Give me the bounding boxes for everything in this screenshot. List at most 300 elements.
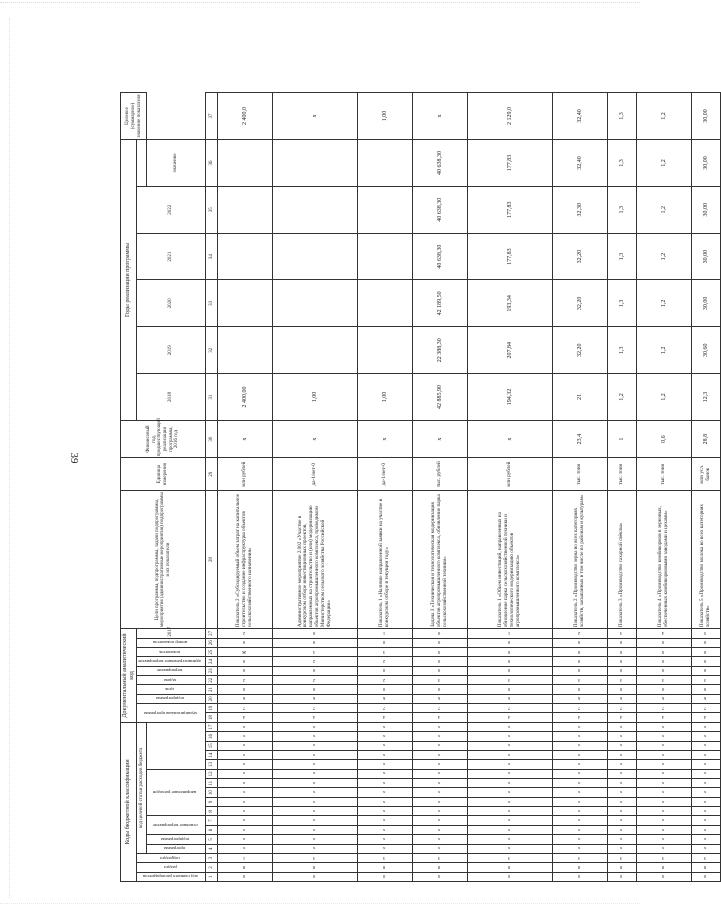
year-value-cell	[358, 233, 413, 280]
code-cell: 6	[692, 694, 721, 703]
code-cell: х	[468, 779, 553, 788]
table-row	[468, 93, 553, 882]
column-number: 11	[206, 779, 218, 788]
year-value-cell: 32,20	[553, 233, 608, 280]
code-cell: 0	[273, 666, 358, 675]
code-cell: 2	[358, 676, 413, 685]
code-cell: х	[218, 760, 273, 769]
code-cell: 8	[468, 863, 553, 872]
fin-year-cell: х	[273, 420, 358, 457]
column-number: 31	[206, 374, 218, 421]
header-nomer: номер показателя	[137, 638, 206, 647]
year-value-cell: 22 388,30	[413, 327, 468, 374]
header-razdel: раздел	[137, 863, 206, 872]
code-cell: 0	[608, 872, 637, 881]
year-value-cell: 1,3	[608, 186, 637, 233]
code-cell: х	[468, 722, 553, 731]
year-value-cell: 40 638,30	[413, 233, 468, 280]
unit-cell: тыс. тонн	[637, 458, 692, 491]
code-cell: 0	[413, 666, 468, 675]
code-cell: х	[468, 844, 553, 853]
code-cell: 7	[413, 704, 468, 713]
year-value-cell: 194,32	[468, 374, 553, 421]
code-cell: х	[413, 788, 468, 797]
code-cell: 0	[553, 638, 608, 647]
code-cell: 2	[553, 629, 608, 638]
code-cell: х	[218, 807, 273, 816]
year-value-cell: 30,00	[692, 280, 721, 327]
year-value-cell: 207,84	[468, 327, 553, 374]
table-row	[358, 93, 413, 882]
unit-cell: млн рублей	[218, 458, 273, 491]
scan-artifact-bottom	[0, 897, 640, 904]
code-cell: 0	[692, 666, 721, 675]
header-mun-podprogram: подпрограмма	[137, 694, 206, 703]
year-value-cell: 1,2	[637, 327, 692, 374]
code-cell: 8	[692, 863, 721, 872]
year-value-cell: 30,00	[692, 186, 721, 233]
code-cell: х	[692, 732, 721, 741]
column-number: 5	[206, 835, 218, 844]
code-cell: Ж	[218, 647, 273, 656]
unit-cell: млн усл. банок	[692, 458, 721, 491]
code-cell: 3	[637, 676, 692, 685]
code-cell: х	[218, 788, 273, 797]
code-cell: х	[358, 760, 413, 769]
header-target-article: код целевой статьи расходов бюджета	[137, 722, 147, 853]
code-cell: 8	[218, 863, 273, 872]
code-cell: х	[608, 807, 637, 816]
header-year-2019: 2019	[137, 327, 206, 374]
code-cell: 6	[637, 694, 692, 703]
column-number: 22	[206, 676, 218, 685]
year-value-cell: 2 400,00	[218, 374, 273, 421]
code-cell: х	[553, 741, 608, 750]
column-number: 2	[206, 863, 218, 872]
code-cell: х	[692, 750, 721, 759]
code-cell: 0	[358, 638, 413, 647]
code-cell: х	[218, 769, 273, 778]
code-cell: 1	[468, 629, 553, 638]
target-value-cell: 30,00	[692, 93, 721, 140]
code-cell: 7	[692, 704, 721, 713]
column-number: 24	[206, 657, 218, 666]
header-podprogram: подпрограмма	[147, 835, 206, 844]
code-cell: х	[692, 722, 721, 731]
code-cell: 0	[218, 666, 273, 675]
code-cell: х	[413, 816, 468, 825]
scan-margin-mark	[9, 18, 11, 898]
code-cell: 6	[553, 694, 608, 703]
header-mun-program: муниципальная программа	[137, 704, 206, 723]
code-cell: 2	[273, 657, 358, 666]
code-cell: х	[273, 741, 358, 750]
code-cell: х	[413, 825, 468, 834]
year-value-cell: 1,3	[608, 233, 637, 280]
code-cell: 0	[218, 872, 273, 881]
code-cell: х	[218, 750, 273, 759]
table-row	[637, 93, 692, 882]
code-cell: 2	[218, 629, 273, 638]
code-cell: х	[413, 844, 468, 853]
code-cell: 0	[413, 647, 468, 656]
code-cell: 0	[218, 685, 273, 694]
code-cell: 4	[637, 629, 692, 638]
code-cell: х	[273, 807, 358, 816]
code-cell: х	[358, 750, 413, 759]
year-value-cell	[273, 233, 358, 280]
code-cell: 0	[608, 647, 637, 656]
column-number: 9	[206, 797, 218, 806]
header-target: Целевое (суммарное) значение показателя	[121, 93, 147, 140]
code-cell: х	[358, 779, 413, 788]
code-cell: х	[692, 816, 721, 825]
column-number: 27	[206, 629, 218, 638]
code-cell: х	[637, 760, 692, 769]
year-value-cell: 1,00	[273, 374, 358, 421]
column-number: 7	[206, 816, 218, 825]
column-number: 26	[206, 638, 218, 647]
code-cell: х	[553, 779, 608, 788]
year-value-cell: 1,2	[637, 280, 692, 327]
header-cel: цель	[137, 685, 206, 694]
code-cell: 8	[553, 863, 608, 872]
code-cell: 0	[553, 872, 608, 881]
code-cell: х	[553, 807, 608, 816]
code-cell: х	[553, 750, 608, 759]
year-value-cell	[218, 186, 273, 233]
year-value-cell: 32,20	[553, 280, 608, 327]
code-cell: х	[273, 779, 358, 788]
code-cell: 5	[692, 629, 721, 638]
code-cell: х	[468, 769, 553, 778]
scan-artifact-top	[0, 2, 640, 9]
header-budget-codes: Коды бюджетной классификации	[121, 722, 137, 881]
code-cell: 3	[608, 853, 637, 862]
code-cell: 0	[468, 685, 553, 694]
target-value-cell: 2 129,0	[468, 93, 553, 140]
code-cell: х	[273, 769, 358, 778]
code-cell: х	[273, 844, 358, 853]
code-cell: х	[608, 835, 637, 844]
code-cell: 8	[358, 863, 413, 872]
code-cell: х	[273, 732, 358, 741]
header-doc-code: Документальный аналитический код	[121, 629, 137, 723]
code-cell: 0	[273, 629, 358, 638]
year-value-cell	[273, 327, 358, 374]
code-cell: х	[413, 741, 468, 750]
year-value-cell: 1,2	[608, 374, 637, 421]
code-cell: х	[692, 741, 721, 750]
year-value-cell: 30,60	[692, 327, 721, 374]
code-cell: х	[553, 844, 608, 853]
column-number: 17	[206, 722, 218, 731]
year-value-cell: 1,3	[608, 327, 637, 374]
year-value-cell: 1,2	[637, 233, 692, 280]
code-cell: 3	[468, 676, 553, 685]
code-cell: х	[553, 835, 608, 844]
code-cell: х	[468, 760, 553, 769]
year-value-cell: 32,40	[553, 140, 608, 187]
code-cell: 4	[273, 713, 358, 722]
year-value-cell: 1,00	[358, 374, 413, 421]
code-cell: 0	[413, 629, 468, 638]
fin-year-cell: х	[358, 420, 413, 457]
table-row	[692, 93, 721, 882]
code-cell: 3	[637, 853, 692, 862]
code-cell: 0	[273, 638, 358, 647]
code-cell: 4	[637, 713, 692, 722]
target-value-cell: 1,2	[637, 93, 692, 140]
fin-year-cell: 28,8	[692, 420, 721, 457]
code-cell: х	[637, 844, 692, 853]
unit-cell: тыс. рублей	[413, 458, 468, 491]
code-cell: х	[273, 825, 358, 834]
year-value-cell: 32,20	[553, 327, 608, 374]
target-value-cell: 1,00	[358, 93, 413, 140]
code-cell: 0	[468, 872, 553, 881]
code-cell: 6	[468, 694, 553, 703]
column-number: 36	[206, 140, 218, 187]
code-cell: х	[218, 797, 273, 806]
code-cell: х	[692, 807, 721, 816]
code-cell: 0	[553, 657, 608, 666]
code-cell: 2	[358, 657, 413, 666]
code-cell: 0	[637, 647, 692, 656]
code-cell: х	[608, 760, 637, 769]
column-number: 20	[206, 694, 218, 703]
column-number: 19	[206, 704, 218, 713]
code-cell: х	[413, 797, 468, 806]
code-cell: 0	[637, 666, 692, 675]
header-mer: мероприятие	[137, 666, 206, 675]
code-cell: 0	[413, 657, 468, 666]
column-number: 29	[206, 458, 218, 491]
code-cell: 7	[608, 704, 637, 713]
table-row	[413, 93, 468, 882]
target-value-cell: 2 400,0	[218, 93, 273, 140]
code-cell: 7	[637, 704, 692, 713]
code-cell: х	[692, 788, 721, 797]
code-cell: х	[692, 779, 721, 788]
code-cell: 0	[468, 647, 553, 656]
code-cell: х	[218, 816, 273, 825]
code-cell: х	[358, 816, 413, 825]
year-value-cell	[218, 280, 273, 327]
rotated-table-wrapper	[120, 92, 712, 882]
code-cell: х	[637, 769, 692, 778]
year-value-cell: 42 885,90	[413, 374, 468, 421]
code-cell: 0	[608, 666, 637, 675]
code-cell: 3	[413, 676, 468, 685]
year-value-cell: 177,83	[468, 140, 553, 187]
year-value-cell	[273, 186, 358, 233]
header-napr: направление расходов	[147, 769, 206, 816]
column-number: 14	[206, 750, 218, 759]
code-cell: 3	[358, 853, 413, 862]
table-body	[218, 93, 721, 882]
year-value-cell: 1,3	[608, 280, 637, 327]
column-number: 30	[206, 420, 218, 457]
code-cell: х	[553, 825, 608, 834]
code-cell: х	[218, 732, 273, 741]
column-number: 32	[206, 327, 218, 374]
code-cell: х	[358, 835, 413, 844]
code-cell: 4	[608, 713, 637, 722]
column-number: 25	[206, 647, 218, 656]
code-cell: 0	[358, 666, 413, 675]
column-number: 18	[206, 713, 218, 722]
code-cell: 0	[218, 638, 273, 647]
code-cell: х	[553, 760, 608, 769]
year-value-cell	[218, 327, 273, 374]
header-target-value: значение	[147, 140, 206, 187]
header-zadacha: задача	[137, 676, 206, 685]
column-number: 34	[206, 233, 218, 280]
code-cell: 0	[218, 657, 273, 666]
code-cell: х	[608, 779, 637, 788]
code-cell: 1	[218, 853, 273, 862]
code-cell: 0	[273, 685, 358, 694]
code-cell: 0	[553, 685, 608, 694]
fin-year-cell: х	[413, 420, 468, 457]
code-cell: х	[637, 722, 692, 731]
code-cell: х	[358, 788, 413, 797]
code-cell: 6	[218, 694, 273, 703]
code-cell: х	[608, 788, 637, 797]
code-cell: х	[273, 816, 358, 825]
code-cell: 0	[358, 872, 413, 881]
year-value-cell	[358, 186, 413, 233]
code-cell: х	[468, 732, 553, 741]
header-fin-year: Финансовый год, предшествующий реализации программы, 2016 год	[121, 420, 206, 457]
code-cell: 3	[273, 647, 358, 656]
year-value-cell	[273, 140, 358, 187]
code-cell: 0	[608, 638, 637, 647]
code-cell: 1	[358, 629, 413, 638]
table-row	[553, 93, 608, 882]
code-cell: 8	[608, 863, 637, 872]
fin-year-cell: х	[218, 420, 273, 457]
code-cell: х	[692, 769, 721, 778]
year-value-cell	[273, 280, 358, 327]
year-value-cell: 42 189,50	[413, 280, 468, 327]
code-cell: х	[468, 797, 553, 806]
fin-year-cell: х	[468, 420, 553, 457]
indicator-name: Показатель 4 «Производство комбикормов в зерновых, обеспеченных комбикормовыми заводами и цехами»	[637, 491, 692, 629]
code-cell: 4	[692, 713, 721, 722]
indicator-name: Показатель 5 «Производство молока во всех категориях хозяйств»	[692, 491, 721, 629]
column-number: 4	[206, 844, 218, 853]
target-value-cell: х	[273, 93, 358, 140]
code-cell: х	[637, 732, 692, 741]
year-value-cell: 21	[553, 374, 608, 421]
year-value-cell	[358, 140, 413, 187]
code-cell: 0	[608, 685, 637, 694]
code-cell: х	[218, 741, 273, 750]
column-number: 35	[206, 186, 218, 233]
column-number: 3	[206, 853, 218, 862]
unit-cell: да-1/нет-0	[273, 458, 358, 491]
code-cell: х	[358, 844, 413, 853]
code-cell: 4	[468, 713, 553, 722]
year-value-cell: 32,30	[553, 186, 608, 233]
code-cell: х	[608, 797, 637, 806]
code-cell: 4	[358, 713, 413, 722]
code-cell: х	[218, 835, 273, 844]
code-cell: 3	[608, 676, 637, 685]
code-cell: х	[608, 750, 637, 759]
indicator-name: Показатель 3 «Производство сахарной свёклы»	[608, 491, 637, 629]
code-cell: 0	[637, 638, 692, 647]
code-cell: х	[358, 797, 413, 806]
code-cell: 3	[553, 853, 608, 862]
code-cell: х	[637, 835, 692, 844]
column-number: 12	[206, 769, 218, 778]
column-number-row	[206, 93, 218, 882]
code-cell: 0	[692, 647, 721, 656]
code-cell: х	[637, 750, 692, 759]
indicator-name: Административное мероприятие 2.002 «Участие в конкурсном отборе инвестиционных проектов, направленных на строительство и (или) модернизацию объектов агропромышленного комплекса, проводимом Министерством сельского хозяйства Российской Федерации»	[273, 491, 358, 629]
code-cell: 4	[553, 713, 608, 722]
year-value-cell: 177,83	[468, 233, 553, 280]
year-value-cell	[358, 280, 413, 327]
unit-cell: млн рублей	[468, 458, 553, 491]
code-cell: х	[692, 835, 721, 844]
code-cell: 7	[358, 704, 413, 713]
code-cell: 6	[358, 694, 413, 703]
page-number: 39	[68, 452, 80, 464]
fin-year-cell: 23,4	[553, 420, 608, 457]
code-cell: 0	[553, 647, 608, 656]
code-cell: 0	[358, 685, 413, 694]
code-cell: 7	[273, 704, 358, 713]
year-value-cell: 12,3	[692, 374, 721, 421]
unit-cell: тыс. тонн	[553, 458, 608, 491]
year-value-cell: 1,3	[608, 140, 637, 187]
code-cell: х	[413, 732, 468, 741]
code-cell: 8	[637, 863, 692, 872]
code-cell: х	[692, 760, 721, 769]
code-cell: х	[218, 779, 273, 788]
code-cell: х	[637, 807, 692, 816]
column-number: 16	[206, 732, 218, 741]
code-cell: х	[358, 807, 413, 816]
code-cell: 0	[468, 638, 553, 647]
year-value-cell	[218, 140, 273, 187]
code-cell: х	[413, 835, 468, 844]
code-cell: х	[413, 750, 468, 759]
fin-year-cell: 1	[608, 420, 637, 457]
fin-year-cell: 0,6	[637, 420, 692, 457]
code-cell: 3	[273, 853, 358, 862]
indicator-name: Показатель 1 «Наличие направленной заявки на участие в конкурсном отборе в текущем году»	[358, 491, 413, 629]
target-value-cell: 32,40	[553, 93, 608, 140]
code-cell: 4	[413, 713, 468, 722]
column-number: 15	[206, 741, 218, 750]
code-cell: х	[637, 797, 692, 806]
code-cell: х	[358, 741, 413, 750]
code-cell: х	[358, 769, 413, 778]
year-value-cell: 30,00	[692, 140, 721, 187]
indicator-name: Показатель 1 «Объем инвестиций, направленных на обновление парка сельскохозяйственной техники и технологического модернизацию объектов агропромышленного комплекса»	[468, 491, 553, 629]
code-cell: 0	[637, 872, 692, 881]
header-osn-mero: основное мероприятие	[147, 816, 206, 835]
code-cell: 3	[692, 676, 721, 685]
code-cell: 4	[218, 713, 273, 722]
header-admin: административное мероприятие	[137, 657, 206, 666]
indicator-name: Задача 3 «Техническая и технологическая модернизация объектов агропромышленного комплекса, обновление парка сельскохозяйственной техники»	[413, 491, 468, 629]
